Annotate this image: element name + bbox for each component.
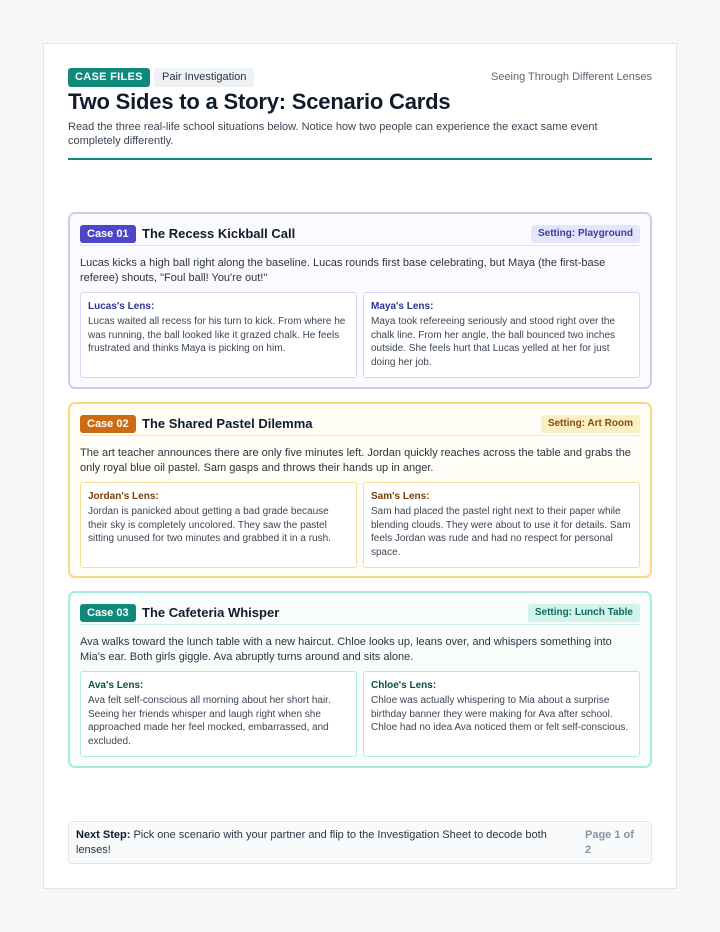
scenario-text: Ava walks toward the lunch table with a new haircut. Chloe looks up, leans over, and whispers something into Mia's ear. Both girls giggle. Ava abruptly turns around and sits alone. [80, 636, 612, 663]
lens-box-right [363, 292, 640, 378]
header-divider [68, 158, 652, 160]
lens-box-left [80, 292, 357, 378]
intro-text: Read the three real-life school situations below. Notice how two people can experience the exact same event completely differently. [68, 121, 598, 147]
lens-title: Lucas's Lens: [88, 301, 155, 312]
card-header [80, 414, 640, 436]
pair-investigation-tag: Pair Investigation [154, 68, 254, 87]
setting-badge: Setting: Lunch Table [528, 604, 640, 622]
lens-text: Chloe was actually whispering to Mia about a surprise birthday banner they were making for Ava after school. Chloe had no idea Ava noticed them or felt self-conscious. [371, 695, 629, 733]
setting-badge: Setting: Playground [531, 225, 640, 243]
lens-box-left [80, 671, 357, 757]
scenario-text: Lucas kicks a high ball right along the baseline. Lucas rounds first base celebrating, but Maya (the first-base referee) shouts, "Foul ball! You're out!" [80, 257, 606, 284]
card-header [80, 224, 640, 246]
next-step-text [76, 828, 566, 857]
lens-title: Chloe's Lens: [371, 680, 437, 691]
lens-text: Jordan is panicked about getting a bad grade because their sky is completely uncolored. They saw the pastel sitting unused for two minutes and grabbed it in a rush. [88, 506, 331, 544]
lens-text: Maya took refereeing seriously and stood right over the chalk line. From her angle, the ball bounced two inches outside. She feels hurt that Lucas yelled at her for just doing her job. [371, 316, 616, 368]
lens-box-right [363, 482, 640, 568]
lens-title: Sam's Lens: [371, 491, 430, 502]
lens-title: Jordan's Lens: [88, 491, 159, 502]
card-header [80, 603, 640, 625]
next-step-label: Next Step: [76, 829, 131, 841]
page-title: Two Sides to a Story: Scenario Cards [68, 89, 451, 114]
lens-text: Ava felt self-conscious all morning about her short hair. Seeing her friends whisper and laugh right when she approached made her feel mocked, embarrassed, and excluded. [88, 695, 331, 747]
lens-box-left [80, 482, 357, 568]
page-number: Page 1 of 2 [585, 829, 634, 856]
scenario-card-2 [68, 402, 652, 578]
next-step-footer [68, 821, 652, 864]
lens-title: Ava's Lens: [88, 680, 144, 691]
case-title: The Shared Pastel Dilemma [142, 416, 313, 431]
series-label: Seeing Through Different Lenses [490, 71, 652, 83]
case-files-badge: CASE FILES [68, 68, 150, 87]
lens-box-right [363, 671, 640, 757]
scenario-card-1 [68, 212, 652, 389]
next-step-instruction: Pick one scenario with your partner and flip to the Investigation Sheet to decode both lenses! [76, 829, 547, 856]
scenario-card-3 [68, 591, 652, 768]
lens-text: Lucas waited all recess for his turn to kick. From where he was running, the ball looked like it grazed chalk. He feels frustrated and thinks Maya is picking on him. [88, 316, 346, 354]
top-bar [68, 68, 652, 88]
scenario-text: The art teacher announces there are only five minutes left. Jordan quickly reaches across the table and grabs the only royal blue oil pastel. Sam gasps and throws their hands up in anger. [80, 447, 631, 474]
case-number-badge: Case 01 [80, 225, 136, 243]
case-title: The Cafeteria Whisper [142, 605, 280, 620]
case-number-badge: Case 03 [80, 604, 136, 622]
lens-title: Maya's Lens: [371, 301, 434, 312]
setting-badge: Setting: Art Room [541, 415, 640, 433]
worksheet-page [43, 43, 677, 889]
case-number-badge: Case 02 [80, 415, 136, 433]
case-title: The Recess Kickball Call [142, 226, 296, 241]
lens-text: Sam had placed the pastel right next to their paper while blending clouds. They were about to use it for details. Sam feels Jordan was rude and had no respect for personal space. [371, 506, 631, 558]
